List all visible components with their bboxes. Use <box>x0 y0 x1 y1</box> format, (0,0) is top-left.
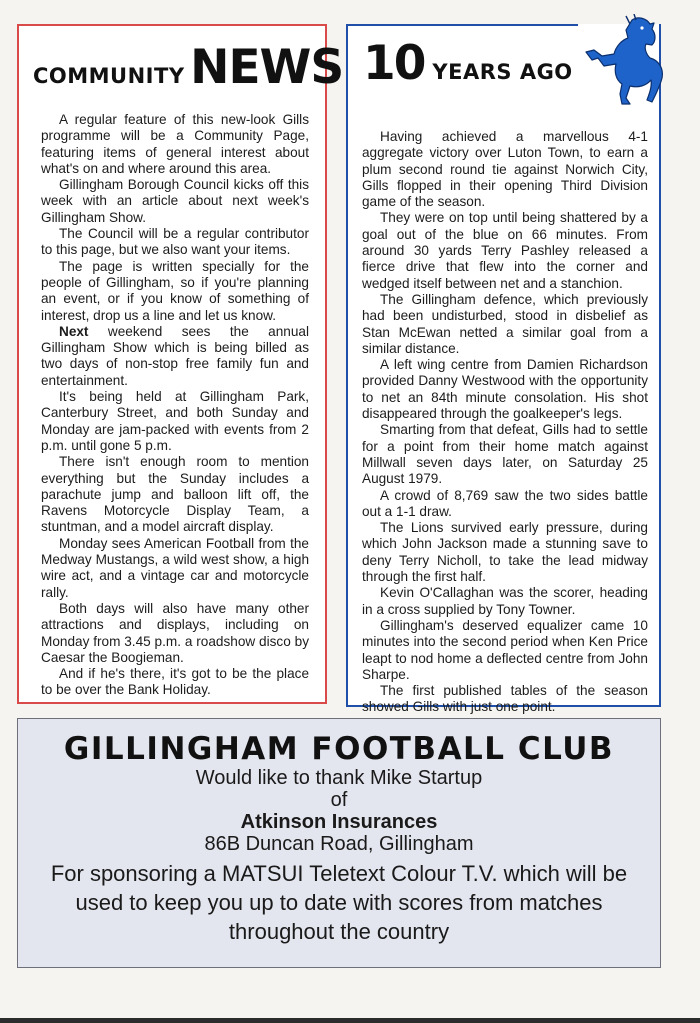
heading-years-ago: YEARS AGO <box>432 60 573 84</box>
paragraph: They were on top until being shattered by a goal out of the blue on 66 minutes. From around 30 yards Terry Pashley released a fierce drive that flew into the corner and wedged itself between net and a stanchion. <box>362 210 648 291</box>
paragraph-body: weekend sees the annual Gillingham Show which is being billed as two days of non-stop free family fun and entertainment. <box>41 323 309 388</box>
sponsor-message: For sponsoring a MATSUI Teletext Colour T.V. which will be used to keep you up to date with scores from matches throughout the country <box>50 861 628 944</box>
paragraph: Gillingham's deserved equalizer came 10 minutes into the second period when Ken Price leapt to nod home a deflected centre from John Sharpe. <box>362 617 648 682</box>
ten-years-ago-box <box>346 24 661 715</box>
box-top-border <box>348 24 578 26</box>
company-name: Atkinson Insurances <box>240 811 438 833</box>
paragraph: Kevin O'Callaghan was the scorer, heading in a cross supplied by Tony Towner. <box>362 585 648 617</box>
paragraph: Monday sees American Football from the Medway Mustangs, a wild west show, a high wire act, and a vintage car and motorcycle rally. <box>41 535 309 600</box>
ten-years-ago-article <box>362 129 648 716</box>
paragraph: And if he's there, it's got to be the place to be over the Bank Holiday. <box>41 666 309 698</box>
community-news-article <box>41 112 309 699</box>
of-line: of <box>330 789 348 811</box>
ten-years-ago-heading <box>363 36 573 91</box>
club-name: GILLINGHAM FOOTBALL CLUB <box>63 731 615 767</box>
paragraph: There isn't enough room to mention everything but the Sunday includes a parachute jump and balloon lift off, the Ravens Motorcycle Display Team, a stuntman, and a model aircraft display. <box>41 454 309 535</box>
community-news-box <box>17 24 344 704</box>
bold-lead: Next <box>59 323 89 339</box>
paragraph-with-lead <box>41 324 309 389</box>
company-address: 86B Duncan Road, Gillingham <box>204 833 474 855</box>
heading-news: NEWS <box>190 40 344 95</box>
heading-community: COMMUNITY <box>33 64 185 88</box>
thanks-line: Would like to thank Mike Startup <box>195 767 483 789</box>
paragraph: The first published tables of the season showed Gills with just one point. <box>362 683 648 715</box>
paragraph: The Gillingham defence, which previously had been undisturbed, stood in disbelief as Stan McEwan netted a similar goal from a similar distance. <box>362 291 648 356</box>
heading-ten: 10 <box>363 36 425 91</box>
paragraph: The Lions survived early pressure, during which John Jackson made a stunning save to deny Terry Nicholl, to take the lead midway through the first half. <box>362 520 648 585</box>
paragraph: A regular feature of this new-look Gills programme will be a Community Page, featuring items of general interest about what's on and where around this area. <box>41 112 309 176</box>
paragraph: The Council will be a regular contributor to this page, but we also want your items. <box>41 226 309 258</box>
paragraph: The page is written specially for the people of Gillingham, so if you're planning an event, or if you know of something of interest, drop us a line and let us know. <box>41 258 309 323</box>
community-news-heading <box>33 40 343 95</box>
rearing-horse-icon <box>580 14 666 108</box>
paragraph: Smarting from that defeat, Gills had to settle for a point from their home match against Millwall seven days later, on Saturday 25 August 1979. <box>362 422 648 487</box>
page-bottom-band <box>0 1018 700 1023</box>
paragraph: A left wing centre from Damien Richardson provided Danny Westwood with the opportunity to net an 84th minute consolation. His shot disappeared through the goalkeeper's legs. <box>362 357 648 422</box>
paragraph: It's being held at Gillingham Park, Canterbury Street, and both Sunday and Monday are jam-packed with events from 2 p.m. until gone 5 p.m. <box>41 389 309 453</box>
sponsor-notice <box>17 718 661 968</box>
paragraph: A crowd of 8,769 saw the two sides battle out a 1-1 draw. <box>362 487 648 519</box>
paragraph: Gillingham Borough Council kicks off this week with an article about next week's Gillingham Show. <box>41 177 309 225</box>
paragraph: Having achieved a marvellous 4-1 aggregate victory over Luton Town, to earn a plum second round tie against Norwich City, Gills flopped in their opening Third Division game of the season. <box>362 129 648 210</box>
paragraph: Both days will also have many other attractions and displays, including on Monday from 3.45 p.m. a roadshow disco by Caesar the Boogieman. <box>41 600 309 665</box>
